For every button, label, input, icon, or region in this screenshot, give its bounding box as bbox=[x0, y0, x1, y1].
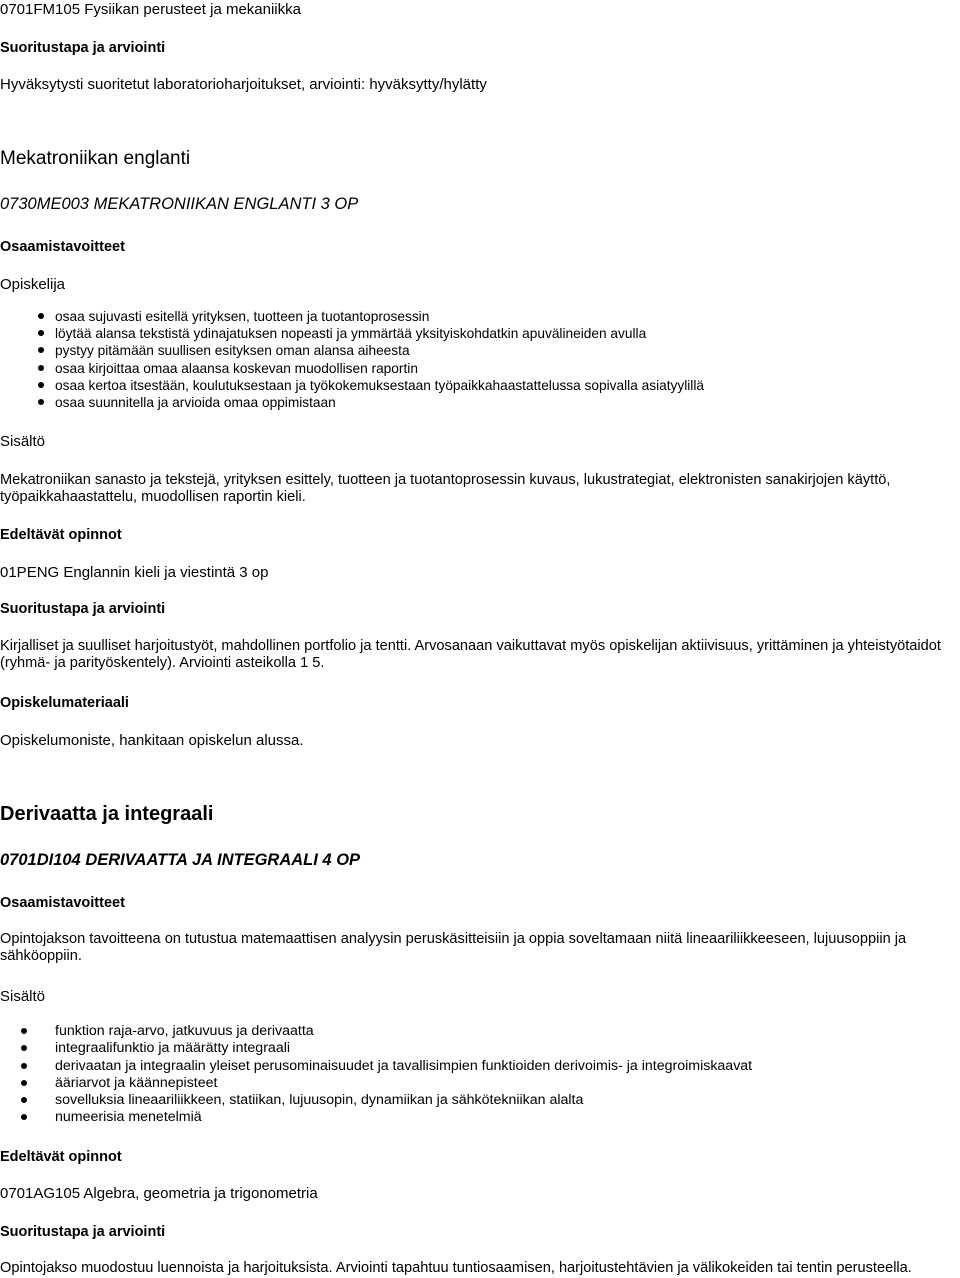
assessment-text: Kirjalliset ja suulliset harjoitustyöt, mahdollinen portfolio ja tentti. Arvosanaan vaikuttavat myös opiskelijan aktiivisuus, yrittäminen ja yhteistyötaidot (ryhmä- ja parityöskentely). Arviointi asteikolla 1 5. bbox=[0, 638, 941, 671]
prerequisites-text: 01PENG Englannin kieli ja viestintä 3 op bbox=[0, 564, 269, 581]
list-item: integraalifunktio ja määrätty integraali bbox=[55, 1040, 752, 1057]
course-title: Derivaatta ja integraali bbox=[0, 803, 214, 825]
list-item: osaa sujuvasti esitellä yrityksen, tuotteen ja tuotantoprosessin bbox=[55, 308, 704, 325]
objectives-heading: Osaamistavoitteet bbox=[0, 239, 125, 255]
list-item: osaa kertoa itsestään, koulutuksestaan ja työkokemuksestaan työpaikkahaastattelussa sopivalla asiatyylillä bbox=[55, 377, 704, 393]
list-item: derivaatan ja integraalin yleiset perusominaisuudet ja tavallisimpien funktioiden derivoimis- ja integroimiskaavat bbox=[55, 1057, 753, 1074]
course-code-title: 0701FM105 Fysiikan perusteet ja mekaniikka bbox=[0, 1, 301, 18]
list-item: osaa suunnitella ja arvioida omaa oppimistaan bbox=[55, 394, 704, 411]
objectives-heading: Osaamistavoitteet bbox=[0, 895, 125, 911]
course-title: Mekatroniikan englanti bbox=[0, 148, 191, 169]
course-code: 0701DI104 DERIVAATTA JA INTEGRAALI 4 OP bbox=[0, 851, 361, 869]
list-item: osaa kirjoittaa omaa alaansa koskevan muodollisen raportin bbox=[55, 360, 704, 377]
list-item: funktion raja-arvo, jatkuvuus ja derivaatta bbox=[55, 1023, 752, 1040]
objectives-text: Opintojakson tavoitteena on tutustua matemaattisen analyysin peruskäsitteisiin ja oppia soveltamaan niitä lineaariliikkeeseen, lujuusoppiin ja sähköoppiin. bbox=[0, 931, 907, 964]
assessment-text: Opintojakso muodostuu luennoista ja harjoituksista. Arviointi tapahtuu tuntiosaamisen, harjoitustehtävien ja välikokeiden tai tentin perusteella. bbox=[0, 1260, 912, 1276]
list-item: sovelluksia lineaariliikkeen, statiikan, lujuusopin, dynamiikan ja sähkötekniikan alalta bbox=[55, 1092, 752, 1109]
assessment-heading: Suoritustapa ja arviointi bbox=[0, 601, 166, 617]
content-text: Mekatroniikan sanasto ja tekstejä, yrityksen esittely, tuotteen ja tuotantoprosessin kuvaus, lukustrategiat, elektronisten sanakirjojen käyttö, työpaikkahaastattelu, muodollisen raportin kieli. bbox=[0, 472, 891, 505]
student-label: Opiskelija bbox=[0, 276, 66, 293]
content-heading: Sisältö bbox=[0, 433, 46, 450]
content-list bbox=[55, 1023, 752, 1127]
course-code: 0730ME003 MEKATRONIIKAN ENGLANTI 3 OP bbox=[0, 195, 359, 213]
assessment-text: Hyväksytysti suoritetut laboratorioharjoitukset, arviointi: hyväksytty/hylätty bbox=[0, 76, 487, 93]
list-item: löytää alansa tekstistä ydinajatuksen nopeasti ja ymmärtää yksityiskohdatkin apuvälineiden avulla bbox=[55, 325, 704, 342]
list-item: numeerisia menetelmiä bbox=[55, 1109, 752, 1126]
assessment-heading: Suoritustapa ja arviointi bbox=[0, 1224, 166, 1240]
prerequisites-heading: Edeltävät opinnot bbox=[0, 527, 122, 543]
content-heading: Sisältö bbox=[0, 988, 46, 1005]
material-heading: Opiskelumateriaali bbox=[0, 695, 129, 711]
prerequisites-text: 0701AG105 Algebra, geometria ja trigonometria bbox=[0, 1185, 318, 1202]
prerequisites-heading: Edeltävät opinnot bbox=[0, 1149, 122, 1165]
list-item: ääriarvot ja käännepisteet bbox=[55, 1075, 752, 1092]
assessment-heading: Suoritustapa ja arviointi bbox=[0, 40, 166, 56]
objectives-list bbox=[55, 308, 704, 411]
list-item: pystyy pitämään suullisen esityksen oman alansa aiheesta bbox=[55, 342, 704, 359]
material-text: Opiskelumoniste, hankitaan opiskelun alussa. bbox=[0, 732, 304, 749]
